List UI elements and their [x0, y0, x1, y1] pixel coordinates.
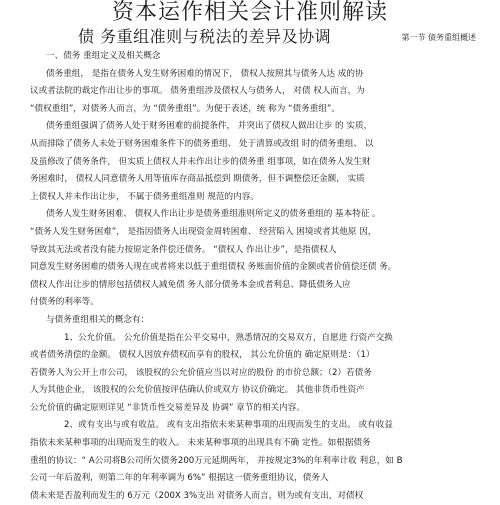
body-line: 债务人发生财务困难、 债权人作出让步是债务重组准则所定义的债务重组的 基本特征 。 [46, 209, 381, 220]
body-line: “债权重组”，对债务人而言，为 “债务重组”。为便于表述，统 称为 “债务重组”。 [30, 103, 340, 114]
body-line: 债权人作出让步的情形包括债权人减免债 务人部分债务本金或者利息、降低债务人应 [30, 279, 351, 290]
body-line: 重组的协议：“ A公司将B公司所欠债务200万元延期两年， 并按规定3%的年利率计收 利息，如 B [30, 455, 403, 466]
body-line: 及虽修改了债务条件， 但实质上债权人并未作出让步的债务重 组事项，如在债务人发生财 [30, 156, 371, 167]
body-line: 指依未来某种事项的出现而发生的收入。 未来某种事项的出现具有不确 定性。如根据债务 [30, 438, 371, 449]
body-line: 债务重组强调了债务人处于财务困难的前提条件， 并突出了债权人做出让步 的 实质， [46, 121, 373, 132]
body-line: 同意发生财务困难的债务人现在或者将来以低于重组债权 务账面价值的金额或者价值偿还债 务。 [30, 262, 397, 273]
body-line: “债务人发生财务困难”， 是指因债务人出现资金周转困难、 经营陷入 困境或者其他原 因， [30, 226, 377, 237]
document-title: 资本运作相关会计准则解读 [111, 0, 388, 25]
body-line: 公司一年后盈利，则第二年的年利率调为 6%” 根据这一债务重组协议，债务人 [30, 473, 329, 484]
body-line: 议或者法院的裁定作出让步的事项。 债务重组涉及债权人与债务人， 对债 权人而言，为 [30, 86, 365, 97]
body-line: 债务重组， 是指在债务人发生财务困难的情况下， 债权人按照其与债务人达 成的协 [46, 68, 364, 79]
body-line: 若债务人为公开上市公司， 该股权的公允价值应当以对应的股份 的市价总额；（2）若债务 [30, 367, 372, 378]
document-body [30, 48, 462, 505]
chapter-header [0, 27, 500, 47]
body-line: 务困难时， 债权人同意债务人用等值库存商品抵偿到 期债务，但不调整偿还金额， 实质 [30, 174, 365, 185]
body-line: 2、或有支出与或有收益。 或有支出指依未来某种事项的出现而发生的支出。 或有收益 [64, 420, 393, 431]
body-line: 公允价值的确定原则详见 “非货币性交易差异及 协调” 章节的相关内容。 [30, 402, 305, 413]
body-line: 1、公允价值。 公允价值是指在公平交易中，熟悉情况的交易双方，自愿进 行资产交换 [64, 332, 393, 343]
section-heading: 一、债务 重组定义及相关概念 [46, 51, 161, 61]
body-line: 上债权人并未作出让步， 不属于债务重组准则 规范的内容。 [30, 191, 259, 202]
body-line: 或者债务清偿的金额。 债权人因放弃债权而享有的股权， 其公允价值的 确定原则是：（1） [30, 350, 375, 361]
chapter-title: 债 务重组准则与税法的差异及协调 [78, 27, 332, 46]
body-line: 从而排除了债务人未处于财务困难条件下的债务重组、 处于清算或改组 时的债务重组、 以 [30, 138, 374, 149]
body-line: 付债务的利率等。 [30, 297, 99, 308]
body-line: 与债务重组相关的概念有： [46, 314, 150, 325]
body-line: 导致其无法或者没有能力按原定条件偿还债务。 “债权人 作出让步”，是指债权人 [30, 244, 337, 255]
body-line: 人为其他企业， 该股权的公允价值按评估确认价或双方 协议价确定。 其他非货币性资产 [30, 385, 365, 396]
body-line: 债未来是否盈利而发生的 6万元（200X 3%支出 对债务人而言，则为或有支出，对债权 [30, 490, 364, 501]
section-label: 第一节 债务重组概述 [401, 33, 476, 42]
